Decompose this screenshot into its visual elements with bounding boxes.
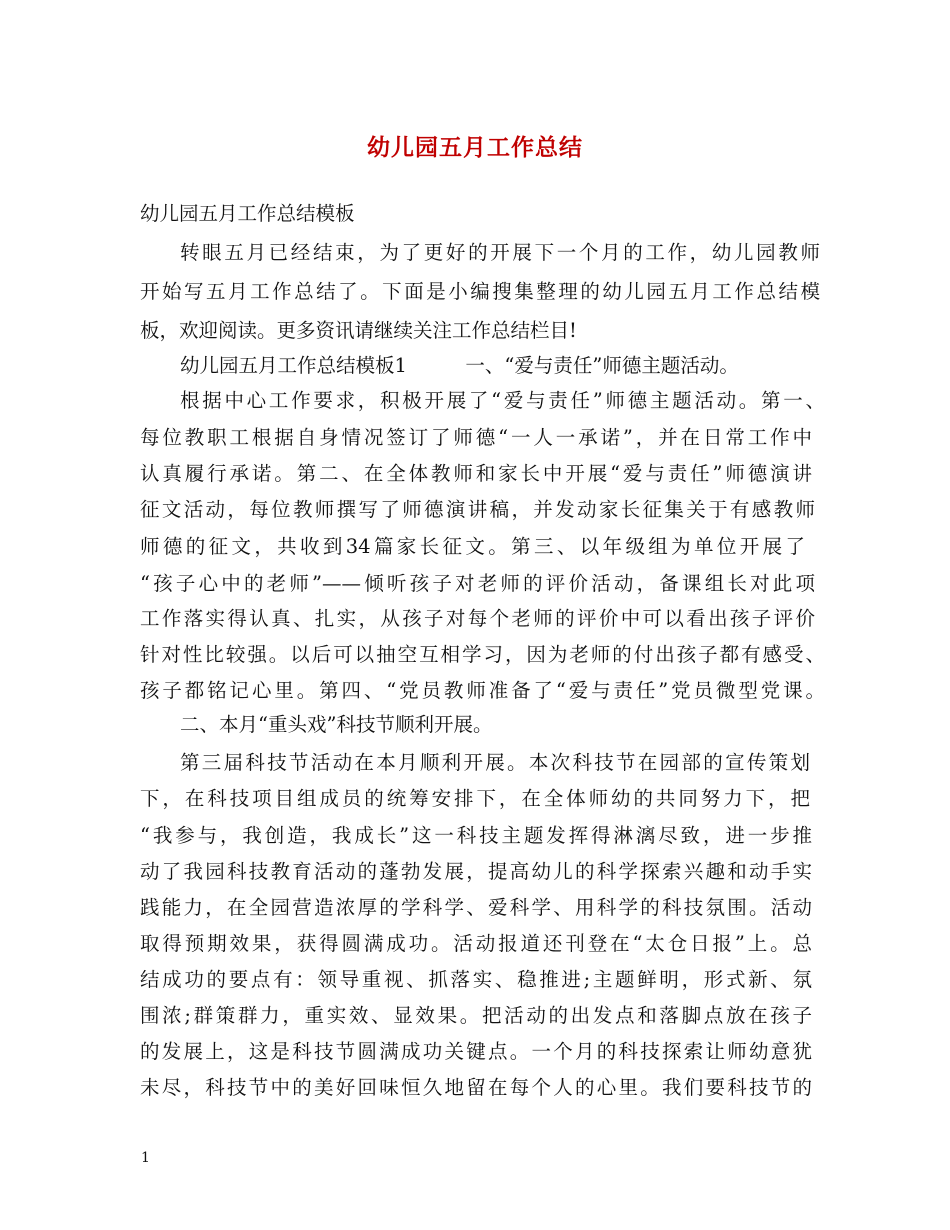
paragraph-line: 针对性比较强。以后可以抽空互相学习，因为老师的付出孩子都有感受、 bbox=[140, 643, 825, 666]
paragraph-line: 下，在科技项目组成员的统筹安排下，在全体师幼的共同努力下，把 bbox=[140, 787, 810, 810]
paragraph-line: 取得预期效果，获得圆满成功。活动报道还刊登在“太仓日报”上。总 bbox=[140, 932, 812, 955]
paragraph-line: 征文活动，每位教师撰写了师德演讲稿，并发动家长征集关于有感教师 bbox=[140, 498, 815, 521]
document-title: 幼儿园五月工作总结 bbox=[367, 134, 583, 161]
paragraph-line: 结成功的要点有：领导重视、抓落实、稳推进;主题鲜明，形式新、氛 bbox=[140, 968, 812, 991]
paragraph-line: 每位教职工根据自身情况签订了师德“一人一承诺”，并在日常工作中 bbox=[140, 426, 812, 449]
paragraph-line: 师德的征文，共收到34篇家长征文。第三、以年级组为单位开展了 bbox=[140, 535, 805, 558]
paragraph-line: 开始写五月工作总结了。下面是小编搜集整理的幼儿园五月工作总结模 bbox=[140, 280, 820, 303]
paragraph-line: 践能力，在全园营造浓厚的学科学、爱科学、用科学的科技氛围。活动 bbox=[140, 896, 812, 919]
paragraph-line: 动了我园科技教育活动的蓬勃发展，提高幼儿的科学探索兴趣和动手实 bbox=[140, 860, 812, 883]
paragraph-line: 幼儿园五月工作总结模板1 一、“爱与责任”师德主题活动。 bbox=[180, 354, 739, 377]
page-number: 1 bbox=[141, 1150, 150, 1166]
section-heading: 幼儿园五月工作总结模板 bbox=[140, 202, 355, 225]
paragraph-line: 板，欢迎阅读。更多资讯请继续关注工作总结栏目! bbox=[140, 319, 577, 342]
paragraph-line: 孩子都铭记心里。第四、“党员教师准备了“爱与责任”党员微型党课。 bbox=[140, 679, 825, 702]
paragraph-line: “我参与，我创造，我成长”这一科技主题发挥得淋漓尽致，进一步推 bbox=[140, 824, 812, 847]
paragraph-line: 根据中心工作要求，积极开展了“爱与责任”师德主题活动。第一、 bbox=[180, 389, 825, 412]
paragraph-line: 围浓;群策群力，重实效、显效果。把活动的出发点和落脚点放在孩子 bbox=[140, 1004, 812, 1027]
paragraph-line: “孩子心中的老师”——倾听孩子对老师的评价活动，备课组长对此项 bbox=[140, 572, 815, 595]
paragraph-line: 未尽，科技节中的美好回味恒久地留在每个人的心里。我们要科技节的 bbox=[140, 1076, 812, 1099]
paragraph-line: 的发展上，这是科技节圆满成功关键点。一个月的科技探索让师幼意犹 bbox=[140, 1040, 812, 1063]
paragraph-line: 第三届科技节活动在本月顺利开展。本次科技节在园部的宣传策划 bbox=[180, 751, 810, 774]
paragraph-line: 转眼五月已经结束，为了更好的开展下一个月的工作，幼儿园教师 bbox=[180, 241, 820, 264]
paragraph-line: 工作落实得认真、扎实，从孩子对每个老师的评价中可以看出孩子评价 bbox=[140, 607, 815, 630]
section-heading: 二、本月“重头戏”科技节顺利开展。 bbox=[180, 713, 493, 736]
paragraph-line: 认真履行承诺。第二、在全体教师和家长中开展“爱与责任”师德演讲 bbox=[140, 462, 812, 485]
